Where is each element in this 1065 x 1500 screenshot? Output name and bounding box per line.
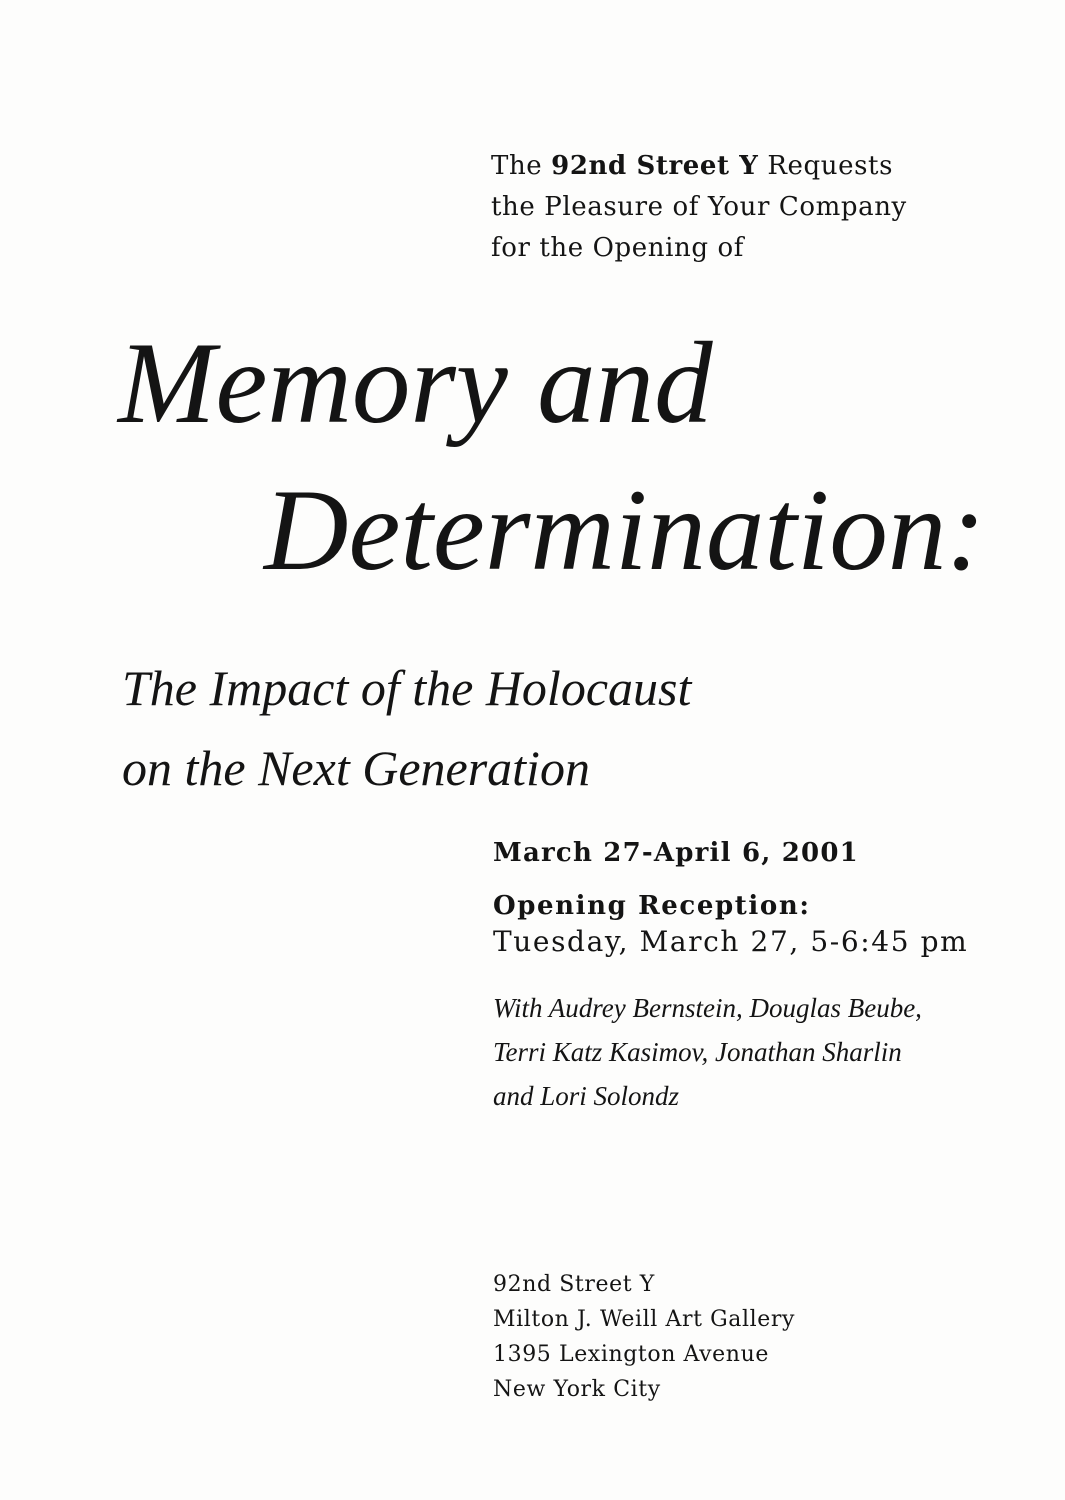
subtitle-line-2: on the Next Generation: [122, 740, 590, 796]
artists-line-1: With Audrey Bernstein, Douglas Beube,: [493, 993, 922, 1023]
intro-prefix: The: [491, 151, 543, 181]
opening-reception-time: Tuesday, March 27, 5-6:45 pm: [493, 925, 969, 958]
artists-list: [493, 986, 968, 1118]
exhibition-title-line-1: Memory and: [118, 319, 713, 448]
intro-line-3: for the Opening of: [491, 233, 744, 263]
address-line-1: 92nd Street Y: [493, 1272, 655, 1297]
invitation-intro: [491, 146, 907, 269]
address-line-2: Milton J. Weill Art Gallery: [493, 1307, 796, 1332]
exhibition-dates: March 27-April 6, 2001: [493, 838, 859, 868]
intro-line-2: the Pleasure of Your Company: [491, 192, 907, 222]
intro-organization: 92nd Street Y: [551, 151, 759, 181]
event-details: [493, 838, 968, 1118]
address-line-4: New York City: [493, 1377, 661, 1402]
exhibition-subtitle: [122, 648, 691, 808]
exhibition-title-line-2: Determination:: [264, 466, 986, 595]
opening-reception-label: Opening Reception:: [493, 891, 811, 921]
address-line-3: 1395 Lexington Avenue: [493, 1342, 769, 1367]
artists-line-2: Terri Katz Kasimov, Jonathan Sharlin: [493, 1037, 902, 1067]
subtitle-line-1: The Impact of the Holocaust: [122, 660, 692, 716]
intro-line-1: [491, 146, 907, 187]
intro-suffix: Requests: [767, 151, 894, 181]
venue-address: [493, 1267, 795, 1407]
artists-line-3: and Lori Solondz: [493, 1081, 680, 1111]
